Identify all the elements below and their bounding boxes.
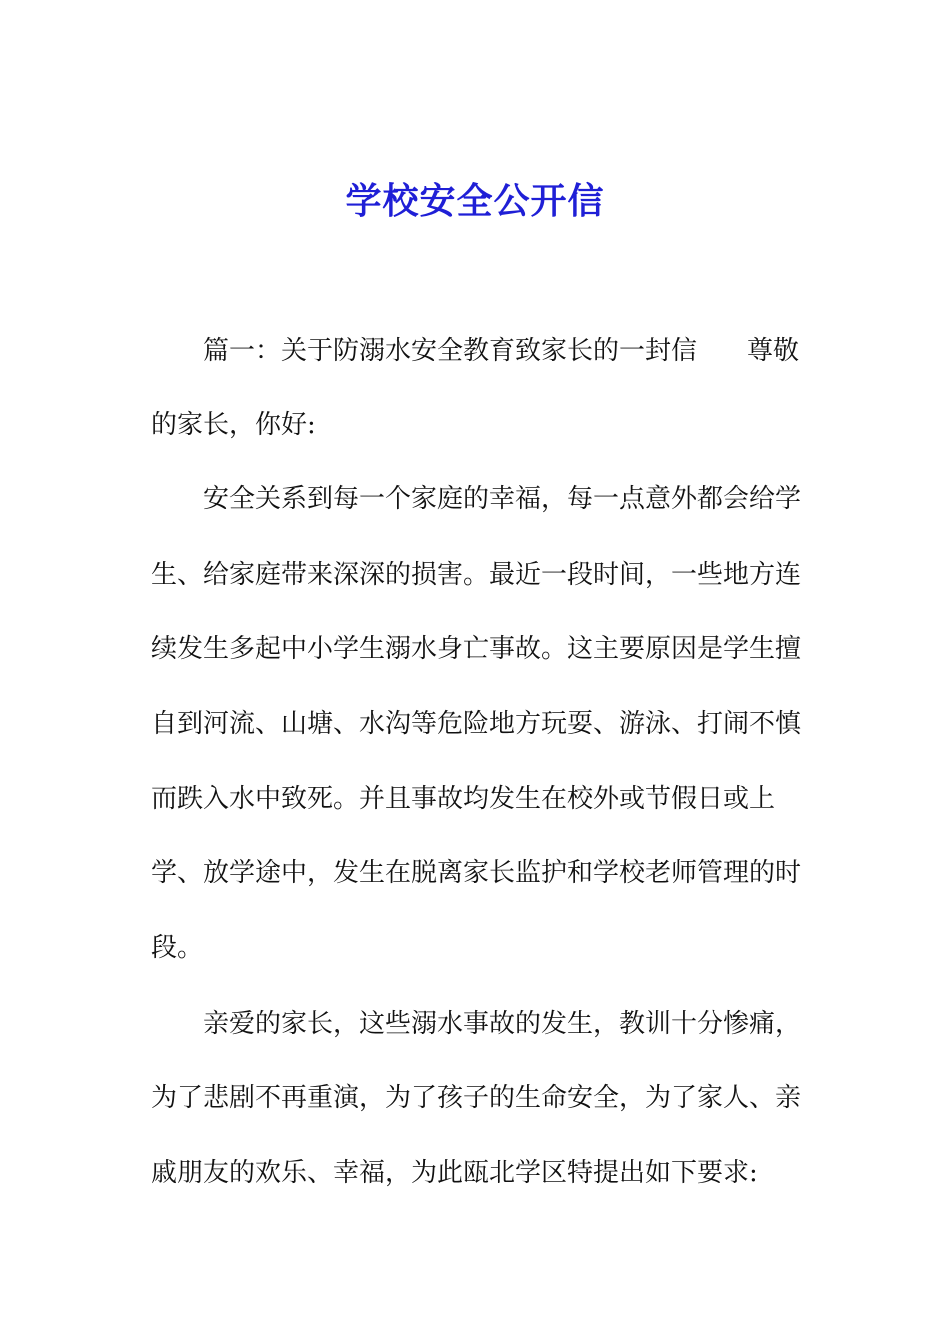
body-line: 而跌入水中致死。并且事故均发生在校外或节假日或上	[151, 784, 776, 814]
body-line: 学、放学途中，发生在脱离家长监护和学校老师管理的时	[151, 858, 802, 888]
body-line: 安全关系到每一个家庭的幸福，每一点意外都会给学	[203, 484, 802, 514]
body-line: 戚朋友的欢乐、幸福，为此瓯北学区特提出如下要求:	[151, 1158, 758, 1188]
body-line: 自到河流、山塘、水沟等危险地方玩耍、游泳、打闹不慎	[151, 709, 802, 739]
body-line: 生、给家庭带来深深的损害。最近一段时间，一些地方连	[151, 560, 802, 590]
body-line	[203, 331, 800, 371]
body-text: 篇一：关于防溺水安全教育致家长的一封信	[203, 336, 698, 366]
body-line: 为了悲剧不再重演，为了孩子的生命安全，为了家人、亲	[151, 1083, 802, 1113]
body-line: 段。	[151, 933, 204, 963]
body-line: 续发生多起中小学生溺水身亡事故。这主要原因是学生擅	[151, 634, 802, 664]
body-line: 的家长，你好:	[151, 410, 316, 440]
body-text: 尊敬	[747, 336, 800, 366]
body-line: 亲爱的家长，这些溺水事故的发生，教训十分惨痛，	[203, 1009, 802, 1039]
document-title: 学校安全公开信	[345, 181, 605, 222]
